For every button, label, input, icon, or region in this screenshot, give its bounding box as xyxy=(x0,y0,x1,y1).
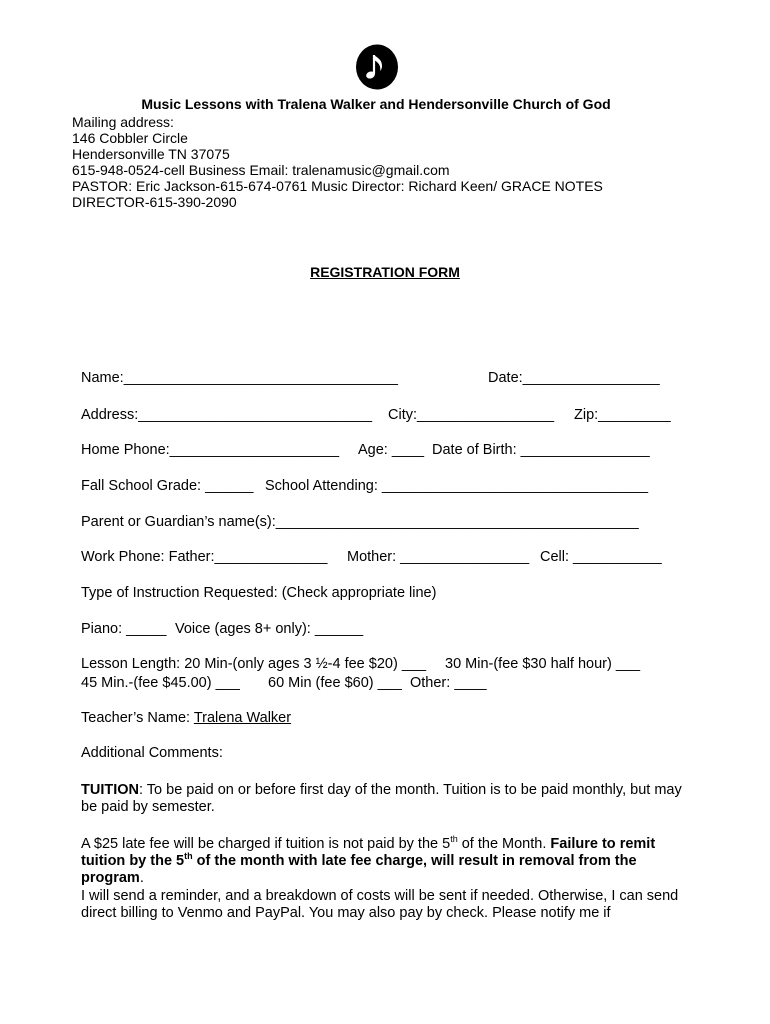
age-field[interactable]: Age: ____ xyxy=(358,442,425,458)
warning-text: Failure to remit tuition by the 5 xyxy=(81,836,656,869)
address-field[interactable]: Address:_____________________________ xyxy=(81,407,373,423)
lesson-other-option[interactable]: Other: ____ xyxy=(410,675,487,691)
mother-phone-field[interactable]: Mother: ________________ xyxy=(347,549,530,565)
school-field[interactable]: School Attending: _________________________________ xyxy=(265,478,649,494)
piano-option[interactable]: Piano: _____ xyxy=(81,621,167,637)
lesson-20-option[interactable]: Lesson Length: 20 Min-(only ages 3 ½-4 fee $20) ___ xyxy=(81,656,427,672)
city-field[interactable]: City:_________________ xyxy=(388,407,555,423)
warning-period: . xyxy=(139,870,144,886)
home-phone-field[interactable]: Home Phone:_____________________ xyxy=(81,442,340,458)
father-phone-field[interactable]: Work Phone: Father:______________ xyxy=(81,549,328,565)
tuition-paragraph xyxy=(81,782,691,816)
warning-sup: th xyxy=(184,851,193,862)
late-fee-sup: th xyxy=(450,834,458,845)
parent-field[interactable]: Parent or Guardian’s name(s):_____________________________________________ xyxy=(81,514,639,530)
contact-line: 615-948-0524-cell Business Email: tralenamusic@gmail.com xyxy=(72,162,450,178)
grade-field[interactable]: Fall School Grade: ______ xyxy=(81,478,254,494)
zip-field[interactable]: Zip:_________ xyxy=(574,407,671,423)
date-field[interactable]: Date:_________________ xyxy=(488,370,660,386)
teacher-name: Tralena Walker xyxy=(193,710,292,726)
lesson-30-option[interactable]: 30 Min-(fee $30 half hour) ___ xyxy=(445,656,641,672)
teacher-label: Teacher’s Name: xyxy=(81,710,194,726)
street-address: 146 Cobbler Circle xyxy=(72,130,188,146)
city-state-zip: Hendersonville TN 37075 xyxy=(72,146,230,162)
warning-text-end: of the month with late fee charge, will result in removal from the program xyxy=(81,853,637,886)
director-line: DIRECTOR-615-390-2090 xyxy=(72,194,237,210)
reminder-paragraph: I will send a reminder, and a breakdown of costs will be sent if needed. Otherwise, I can send direct billing to Venmo and PayPal. You may also pay by check. Please notify me if xyxy=(81,888,679,921)
dob-field[interactable]: Date of Birth: ________________ xyxy=(432,442,650,458)
instruction-label: Type of Instruction Requested: (Check appropriate line) xyxy=(81,585,437,601)
comments-label: Additional Comments: xyxy=(81,745,223,761)
cell-field[interactable]: Cell: ___________ xyxy=(540,549,662,565)
late-fee-text: A $25 late fee will be charged if tuition is not paid by the 5 xyxy=(81,836,451,852)
document-title: Music Lessons with Tralena Walker and Hendersonville Church of God xyxy=(141,96,611,112)
name-field[interactable]: Name:__________________________________ xyxy=(81,370,398,386)
music-note-logo xyxy=(355,44,399,90)
mailing-label: Mailing address: xyxy=(72,114,174,130)
late-fee-text-end: of the Month. xyxy=(457,836,551,852)
late-fee-paragraph xyxy=(81,836,691,887)
pastor-line: PASTOR: Eric Jackson-615-674-0761 Music Director: Richard Keen/ GRACE NOTES xyxy=(72,178,603,194)
lesson-45-option[interactable]: 45 Min.-(fee $45.00) ___ xyxy=(81,675,240,691)
teacher-line xyxy=(81,710,291,726)
voice-option[interactable]: Voice (ages 8+ only): ______ xyxy=(175,621,364,637)
tuition-label: TUITION xyxy=(81,782,139,798)
form-heading: REGISTRATION FORM xyxy=(310,264,460,280)
lesson-60-option[interactable]: 60 Min (fee $60) ___ xyxy=(268,675,402,691)
tuition-text: : To be paid on or before first day of the month. Tuition is to be paid monthly, but may be paid by semester. xyxy=(81,782,682,815)
